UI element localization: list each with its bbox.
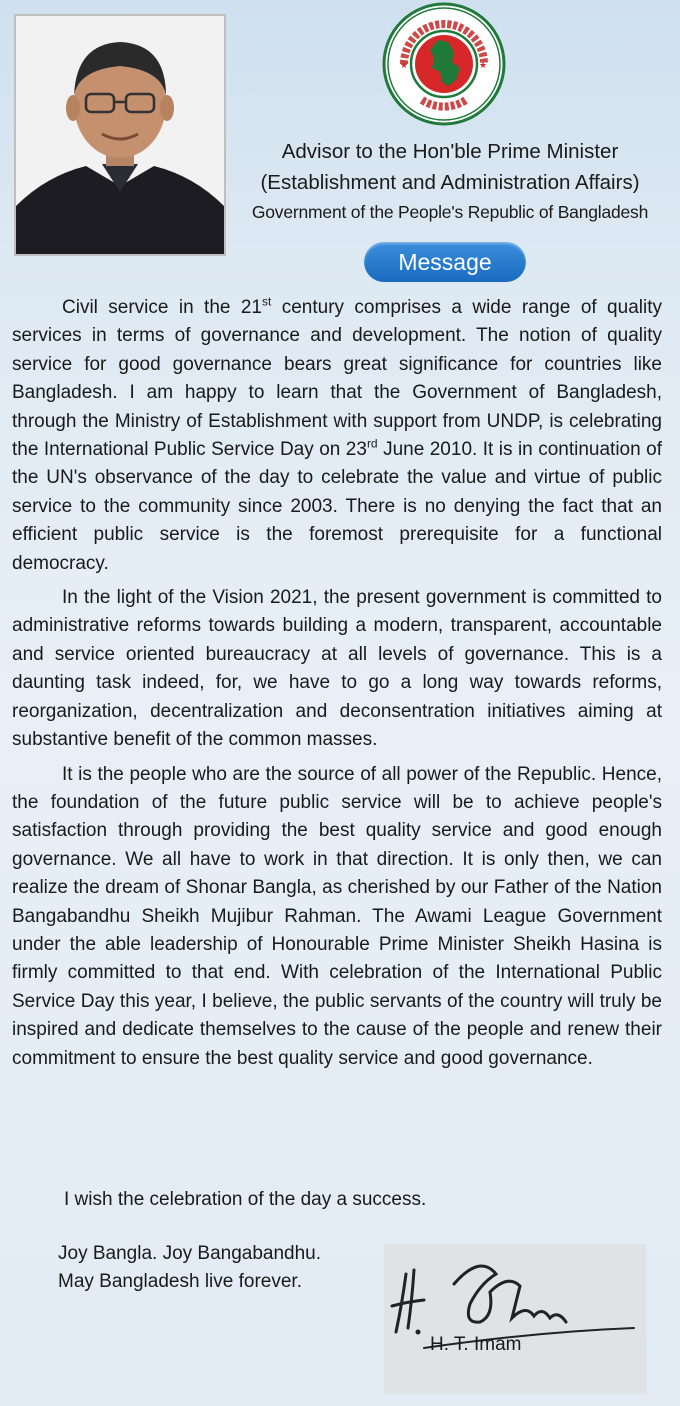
message-badge: Message bbox=[364, 242, 526, 282]
body-paragraph-3: It is the people who are the source of all power of the Republic. Hence, the foundation of the future public service will be to achieve people's satisfaction through providing the best quality service and good enough governance. We all have to work in that direction. It is only then, we can realize the dream of Shonar Bangla, as cherished by our Father of the Nation Bangabandhu Sheikh Mujibur Rahman. The Awami League Government under the able leadership of Honourable Prime Minister Sheikh Hasina is firmly committed to that end. With celebration of the International Public Service Day this year, I believe, the public servants of the country will truly be inspired and dedicate themselves to the cause of the people and renew their commitment to ensure the best quality service and good governance. bbox=[12, 763, 662, 1069]
government-seal-logo bbox=[382, 2, 506, 126]
body-paragraph-2: In the light of the Vision 2021, the present government is committed to administrative reforms towards building a modern, transparent, accountable and service oriented bureaucracy at all levels of governance. This is a daunting task indeed, for, we have to go a long way towards reforms, reorganization, decentralization and deconsentration initiatives aiming at substantive benefit of the common masses. bbox=[12, 587, 662, 751]
message-body bbox=[12, 294, 662, 1079]
sign-off bbox=[58, 1240, 321, 1296]
advisor-portrait-photo bbox=[14, 14, 226, 256]
handwritten-signature bbox=[384, 1244, 646, 1394]
svg-text:★: ★ bbox=[400, 61, 409, 71]
body-paragraph-1: Civil service in the 21st century comprises a wide range of quality services in terms of governance and development. The notion of quality service for good governance bears great significance for countries like Bangladesh. I am happy to learn that the Government of Bangladesh, through the Ministry of Establishment with support from UNDP, is celebrating the International Public Service Day on 23rd June 2010. It is in continuation of the UN's observance of the day to celebrate the value and virtue of public service to the community since 2003. There is no denying the fact that an efficient public service is the foremost prerequisite for a functional democracy. bbox=[12, 294, 662, 574]
header-government: Government of the People's Republic of Bangladesh bbox=[251, 202, 649, 222]
signatory-name: H. T. Imam bbox=[430, 1334, 522, 1355]
advisor-header bbox=[230, 136, 670, 226]
closing-wish: I wish the celebration of the day a success. bbox=[64, 1189, 427, 1210]
sign-off-line-2: May Bangladesh live forever. bbox=[58, 1271, 302, 1292]
sign-off-line-1: Joy Bangla. Joy Bangabandhu. bbox=[58, 1243, 322, 1264]
svg-text:★: ★ bbox=[479, 61, 488, 71]
portrait-illustration bbox=[16, 16, 224, 254]
header-subtitle: (Establishment and Administration Affairs) bbox=[260, 171, 640, 194]
header-title: Advisor to the Hon'ble Prime Minister bbox=[281, 140, 619, 163]
